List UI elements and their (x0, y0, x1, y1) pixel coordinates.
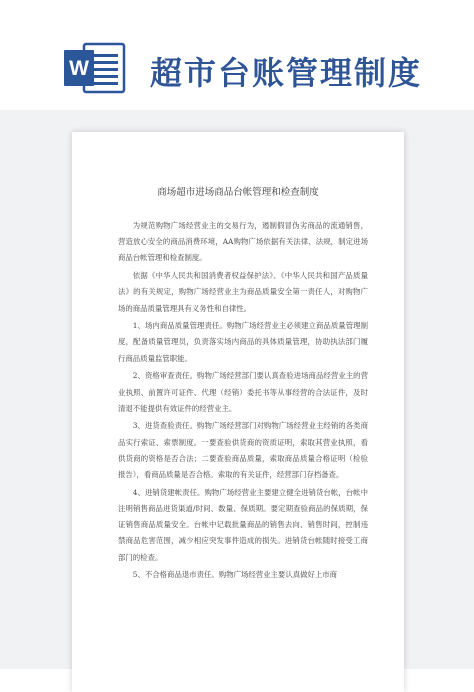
paragraph-intro: 为规范购物广场经营业主的交易行为，遏制假冒伪劣商品的流通销售，营造放心安全的商品消费环境，AA购物广场依据有关法律、法规，制定进场商品台帐管理和检查制度。 (118, 221, 368, 263)
document-body (118, 218, 368, 585)
document-page (72, 132, 404, 692)
document-title: 商场超市进场商品台帐管理和检查制度 (157, 187, 319, 198)
word-document-icon (62, 40, 126, 96)
header-banner (0, 0, 474, 100)
paragraph-item-3: 3、进货查验责任。购物广场经营部门对购物广场经营业主经销的各类商品实行索证、索票制度。一要查验供货商的资质证明，索取其营业执照，看供货商的资格是否合法；二要查验商品质量，索取商品质量合格证明（检验报告），看商品质量是否合格。索取的有关证件，经营部门存档备查。 (118, 421, 368, 480)
word-icon-letter: W (69, 57, 89, 80)
paragraph-item-4: 4、进销货建帐责任。购物广场经营业主要建立健全进销货台帐，台帐中注明销售商品进货渠道/时间、数量、保质期。要定期查验商品的保质期，保证销售商品质量安全。台帐中记载批量商品的销售去向、销售时间，控制违禁商品危害范围，减少相应突发事件造成的损失。进销货台帐随时接受工商部门的检查。 (118, 487, 368, 562)
paragraph-basis: 依据《中华人民共和国消费者权益保护法》、《中华人民共和国产品质量法》的有关规定，购物广场经营业主为商品质量安全第一责任人，对购物广场的商品质量管理具有义务性和自律性。 (118, 271, 368, 313)
paragraph-item-1: 1、场内商品质量管理责任。购物广场经营业主必须建立商品质量管理制度，配备质量管理员，负责落实场内商品的具体质量管理，协助执法部门履行商品质量监管职能。 (118, 321, 368, 363)
paragraph-item-5: 5、不合格商品退市责任。购物广场经营业主要认真做好上市商 (132, 570, 338, 580)
document-preview-area (0, 110, 474, 669)
paragraph-item-2: 2、资格审查责任。购物广场经营部门要认真查验进场商品经营业主的营业执照、前置许可证件、代理（经销）委托书等从事经营的合法证件，及时清退不能提供有效证件的经营业主。 (118, 371, 368, 413)
page-title: 超市台账管理制度 (150, 54, 423, 92)
